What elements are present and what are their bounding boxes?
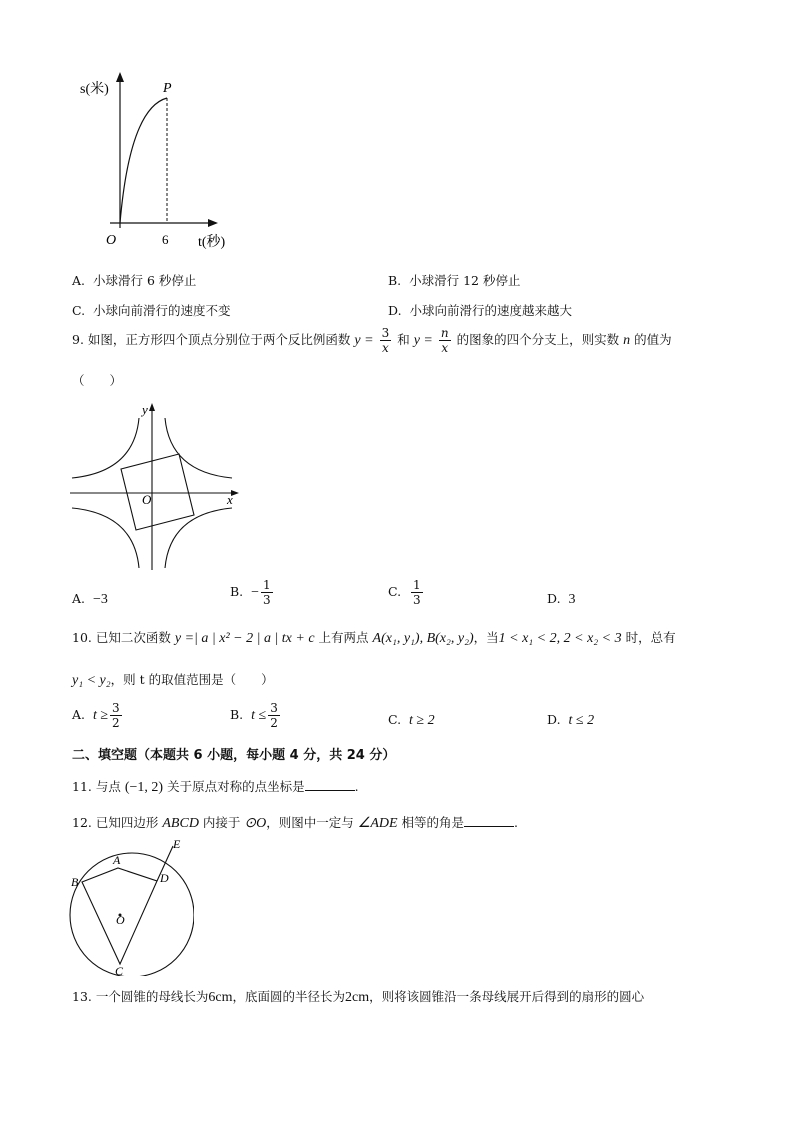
q10-option-c: C. t ≥ 2 — [388, 712, 435, 728]
answer-blank[interactable] — [464, 816, 514, 827]
q9-option-a: A. −3 — [72, 591, 108, 607]
origin-label: O — [106, 233, 117, 248]
section-2-title: 二、填空题（本题共 6 小题，每小题 4 分，共 24 分） — [72, 748, 396, 763]
q13-stem: 13. 一个圆锥的母线长为6cm，底面圆的半径长为2cm，则将该圆锥沿一条母线展开后得到的扇形的圆心 — [72, 989, 645, 1005]
point-e-label: E — [173, 837, 181, 851]
point-c-label: C — [115, 964, 124, 976]
q8-option-d: D. 小球向前滑行的速度越来越大 — [388, 303, 573, 318]
distance-time-graph — [70, 68, 270, 258]
q11-stem: 11. 与点 (−1, 2) 关于原点对称的点坐标是 . — [72, 779, 359, 795]
origin-label: O — [142, 492, 152, 507]
fraction-n-over-x: $\frac{n}{x}$ — [440, 326, 449, 355]
q10-stem-line1: 10. 已知二次函数 y =| a | x² − 2 | a | tx + c 上有两点 A(x₁, y₁), B(x₂, y₂)，当1 < x₁ < 2, 2 < x₂ < 3 时，总有 — [72, 630, 676, 646]
q9-option-b: B. − $\frac{1}{3}$ — [230, 578, 271, 607]
answer-blank[interactable] — [305, 780, 355, 791]
point-d-label: D — [160, 871, 169, 885]
s-axis-label: s(米) — [80, 82, 109, 97]
q8-option-c: C. 小球向前滑行的速度不变 — [72, 303, 231, 318]
q9-option-d: D. 3 — [547, 591, 576, 607]
q12-stem: 12. 已知四边形 ABCD 内接于 ⊙O，则图中一定与 ∠ADE 相等的角是 . — [72, 815, 519, 831]
q10-stem-line2: y₁ < y₂，则 t 的取值范围是（ ） — [72, 672, 274, 688]
point-p-label: P — [163, 81, 172, 96]
q10-option-a: A. t ≥ $\frac{3}{2}$ — [72, 701, 120, 730]
hyperbola-square-figure — [66, 400, 246, 572]
q10-option-d: D. t ≤ 2 — [547, 712, 595, 728]
point-b-label: B — [71, 875, 79, 889]
q9-paren: （ ） — [72, 373, 123, 388]
q10-option-b: B. t ≤ $\frac{3}{2}$ — [230, 701, 278, 730]
q9-option-c: C. $\frac{1}{3}$ — [388, 578, 421, 607]
q8-option-b: B. 小球滑行 12 秒停止 — [388, 273, 521, 288]
q9-stem: 9. 如图，正方形四个顶点分别位于两个反比例函数 y = $\frac{3}{x}$ 和 y = $\frac{n}{x}$ 的图象的四个分支上，则实数 n 的值为 — [72, 326, 672, 355]
fraction-3-over-x: $\frac{3}{x}$ — [381, 326, 390, 355]
point-a-label: A — [113, 853, 121, 867]
t-axis-label: t(秒) — [198, 235, 226, 250]
y-axis-label: y — [142, 402, 148, 417]
x-axis-label: x — [227, 492, 233, 507]
q8-option-a: A. 小球滑行 6 秒停止 — [72, 273, 197, 288]
inscribed-quadrilateral-figure — [64, 836, 194, 976]
center-o-label: O — [116, 913, 125, 927]
tick-6-label: 6 — [162, 232, 169, 247]
